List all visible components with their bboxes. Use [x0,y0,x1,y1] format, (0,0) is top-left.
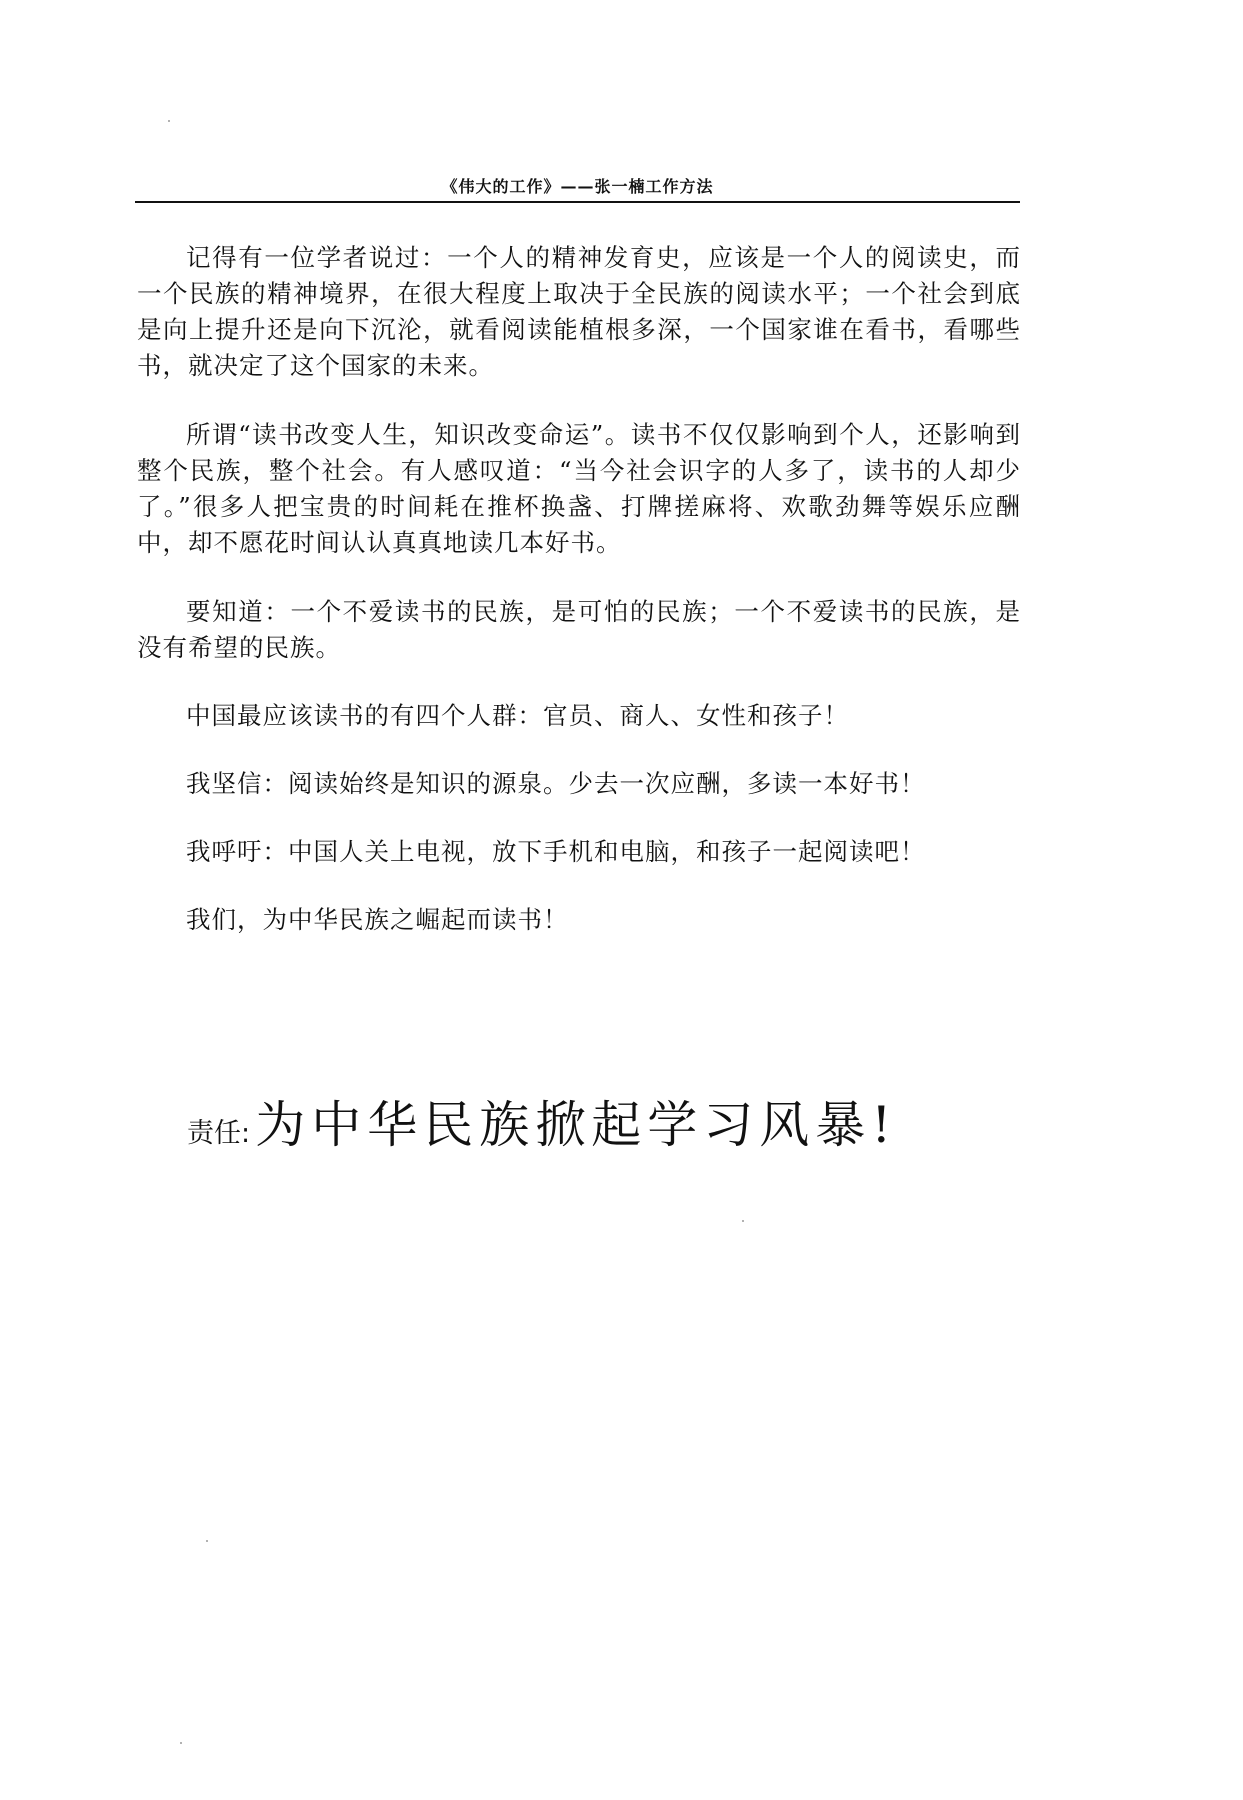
paragraph: 我坚信：阅读始终是知识的源泉。少去一次应酬，多读一本好书！ [186,769,926,798]
header-rule [135,201,1020,203]
body-text [137,240,1021,938]
paragraph: 中国最应该读书的有四个人群：官员、商人、女性和孩子！ [186,701,849,730]
running-header: 《伟大的工作》——张一楠工作方法 [441,177,714,196]
scan-speck [168,120,170,122]
paragraph: 记得有一位学者说过：一个人的精神发育史，应该是一个人的阅读史，而一个民族的精神境界，在很大程度上取决于全民族的阅读水平；一个社会到底是向上提升还是向下沉沦，就看阅读能植根多深，一个国家谁在看书，看哪些书，就决定了这个国家的未来。 [137,243,1021,380]
paragraph: 要知道：一个不爱读书的民族，是可怕的民族；一个不爱读书的民族，是没有希望的民族。 [137,597,1021,662]
scan-speck [206,1540,208,1542]
responsibility-slogan: 为中华民族掀起学习风暴! [255,1096,898,1154]
scan-speck [180,1742,182,1744]
paragraph: 我们，为中华民族之崛起而读书！ [186,905,569,934]
paragraph: 我呼吁：中国人关上电视，放下手机和电脑，和孩子一起阅读吧！ [186,837,926,866]
responsibility-line [187,1085,897,1157]
paragraph: 所谓“读书改变人生，知识改变命运”。读书不仅仅影响到个人，还影响到整个民族，整个社会。有人感叹道：“当今社会识字的人多了，读书的人却少了。”很多人把宝贵的时间耗在推杯换盏、打牌搓麻将、欢歌劲舞等娱乐应酬中，却不愿花时间认认真真地读几本好书。 [137,420,1021,557]
scan-speck [742,1220,744,1222]
responsibility-label: 责任: [187,1118,251,1149]
